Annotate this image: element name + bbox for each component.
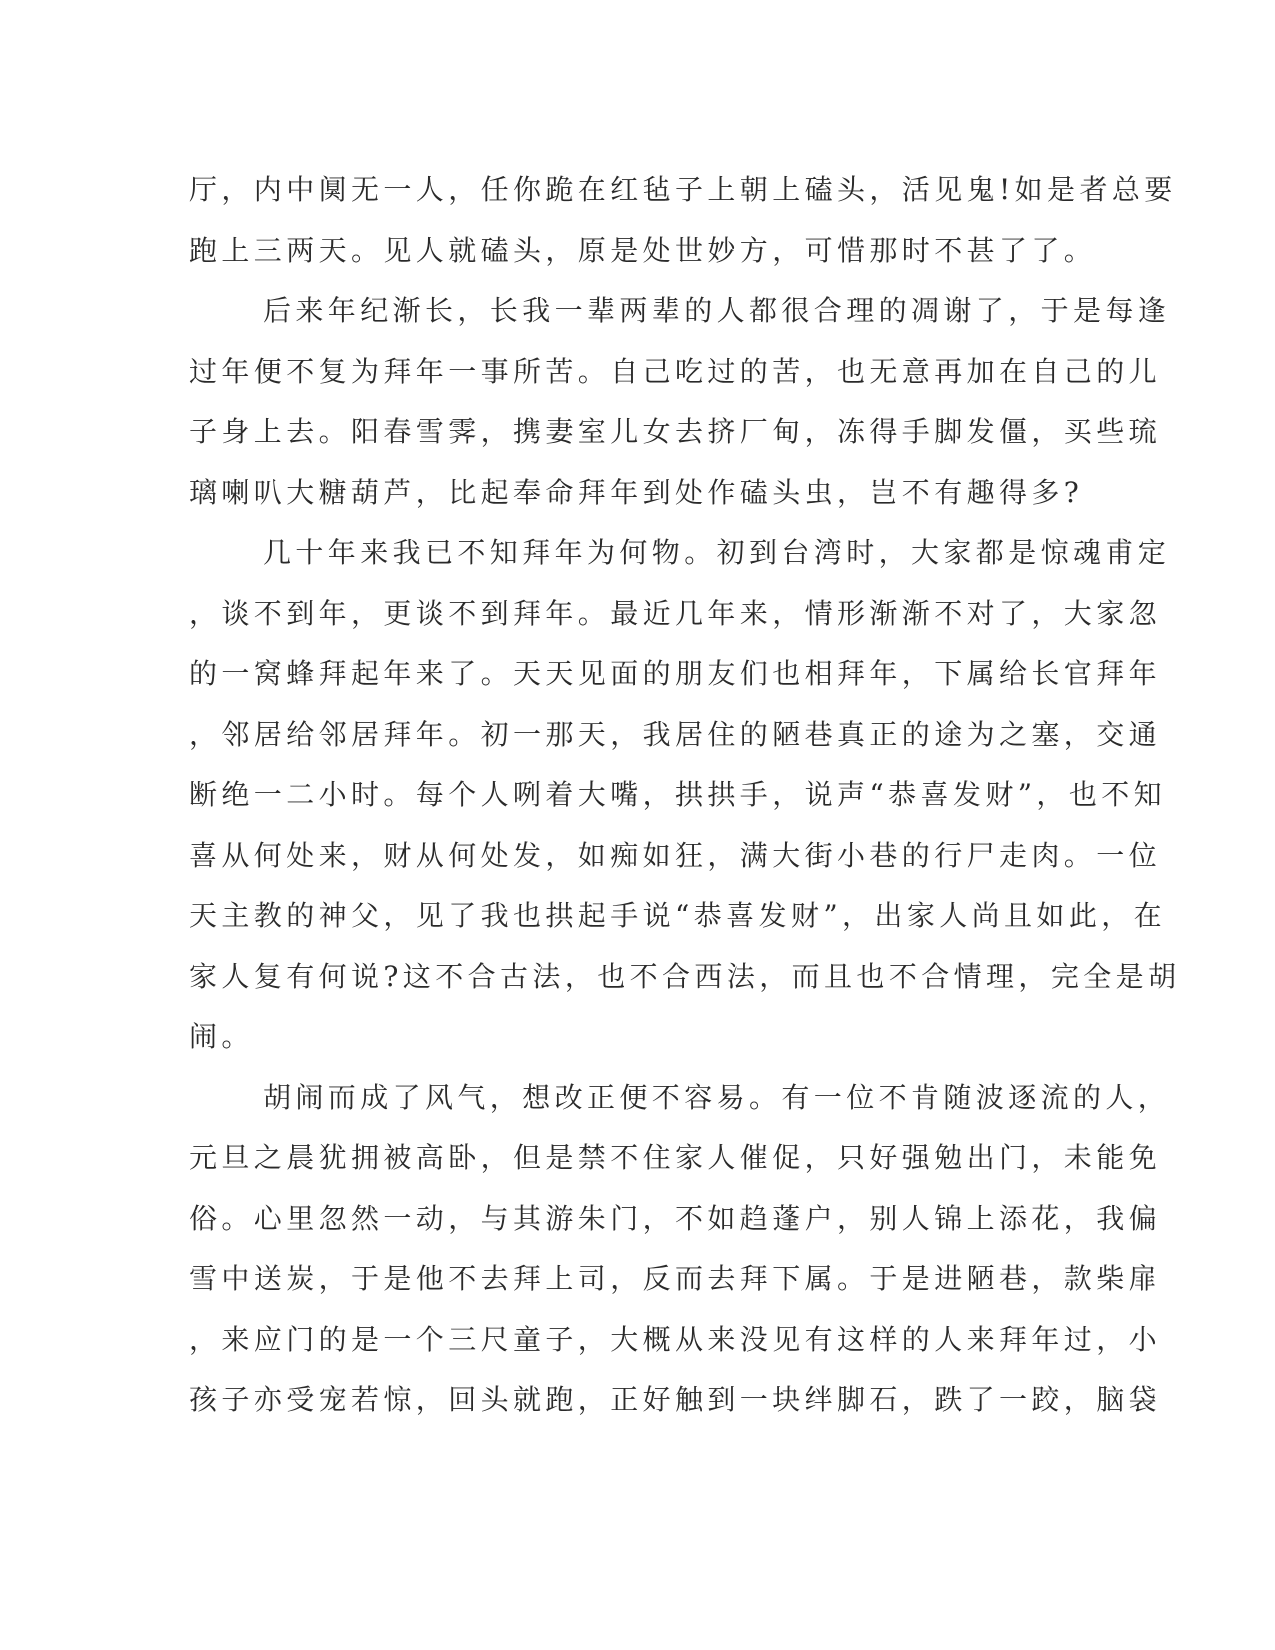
- text-line: ，谈不到年，更谈不到拜年。最近几年来，情形渐渐不对了，大家忽: [189, 596, 1162, 630]
- text-line: 跑上三两天。见人就磕头，原是处世妙方，可惜那时不甚了了。: [189, 233, 1097, 267]
- text-line: 厅，内中阒无一人，任你跪在红毡子上朝上磕头，活见鬼!如是者总要: [189, 173, 1177, 206]
- text-line: 子身上去。阳春雪霁，携妻室儿女去挤厂甸，冻得手脚发僵，买些琉: [189, 415, 1162, 448]
- text-line: 胡闹而成了风气，想改正便不容易。有一位不肯随波逐流的人，: [263, 1080, 1171, 1114]
- text-line: 闹。: [189, 1020, 254, 1053]
- text-line: 俗。心里忽然一动，与其游朱门，不如趋蓬户，别人锦上添花，我偏: [189, 1201, 1162, 1235]
- body-text: [189, 160, 1181, 1431]
- paragraph-4: [189, 1068, 1171, 1431]
- text-line: 璃喇叭大糖葫芦，比起奉命拜年到处作磕头虫，岂不有趣得多?: [189, 475, 1084, 509]
- paragraph-2: [189, 281, 1171, 523]
- text-line: 几十年来我已不知拜年为何物。初到台湾时，大家都是惊魂甫定: [263, 536, 1171, 569]
- text-line: 雪中送炭，于是他不去拜上司，反而去拜下属。于是进陋巷，款柴扉: [189, 1262, 1162, 1295]
- paragraph-3: [189, 523, 1181, 1068]
- text-line: 家人复有何说?这不合古法，也不合西法，而且也不合情理，完全是胡: [189, 959, 1181, 993]
- text-line: 断绝一二小时。每个人咧着大嘴，拱拱手，说声“恭喜发财”，也不知: [189, 778, 1167, 811]
- text-line: 喜从何处来，财从何处发，如痴如狂，满大街小巷的行尸走肉。一位: [189, 838, 1162, 872]
- paragraph-1: [189, 160, 1177, 281]
- text-line: 天主教的神父，见了我也拱起手说“恭喜发财”，出家人尚且如此，在: [189, 899, 1167, 932]
- text-line: ，邻居给邻居拜年。初一那天，我居住的陋巷真正的途为之塞，交通: [189, 717, 1162, 751]
- text-line: 元旦之晨犹拥被高卧，但是禁不住家人催促，只好强勉出门，未能免: [189, 1141, 1162, 1174]
- text-line: 后来年纪渐长，长我一辈两辈的人都很合理的凋谢了，于是每逢: [263, 294, 1171, 327]
- text-line: 孩子亦受宠若惊，回头就跑，正好触到一块绊脚石，跌了一跤，脑袋: [189, 1383, 1162, 1416]
- text-line: ，来应门的是一个三尺童子，大概从来没见有这样的人来拜年过，小: [189, 1322, 1162, 1356]
- text-line: 的一窝蜂拜起年来了。天天见面的朋友们也相拜年，下属给长官拜年: [189, 657, 1162, 690]
- text-line: 过年便不复为拜年一事所苦。自己吃过的苦，也无意再加在自己的儿: [189, 354, 1162, 388]
